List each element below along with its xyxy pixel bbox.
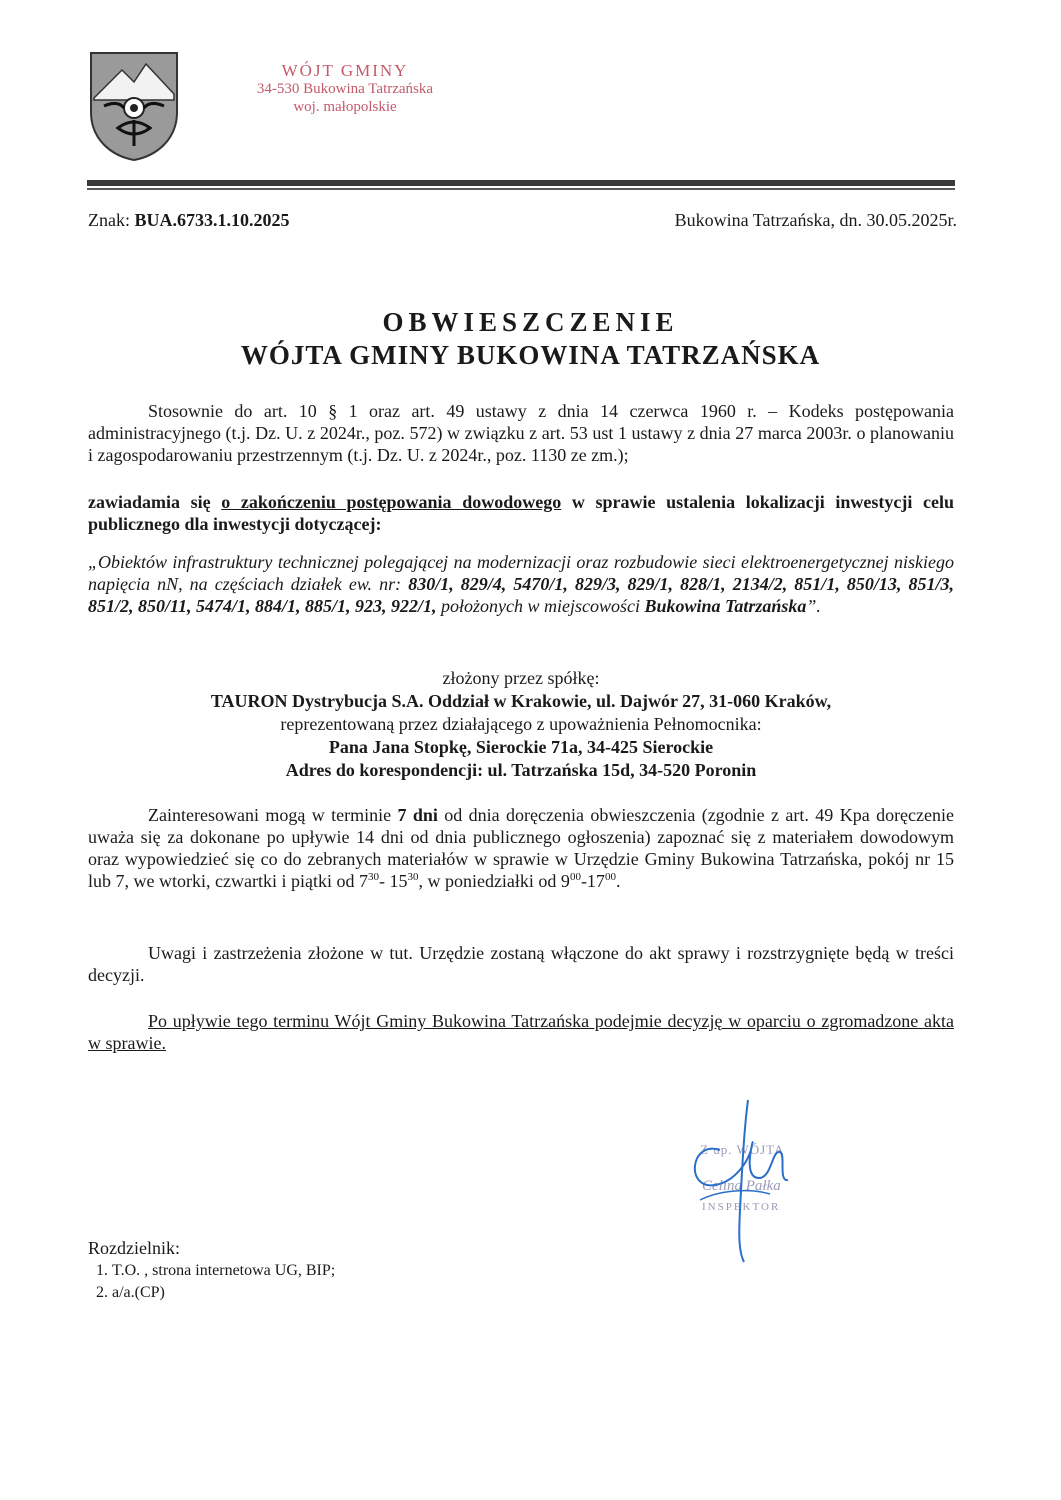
- distribution-item: 1. T.O. , strona internetowa UG, BIP;: [112, 1260, 335, 1282]
- remarks-paragraph: Uwagi i zastrzeżenia złożone w tut. Urzędzie zostaną włączone do akt sprawy i rozstrzygnięte będą w treści decyzji.: [88, 943, 954, 985]
- investment-text: „Obiektów infrastruktury technicznej polegającej na modernizacji oraz rozbudowie sieci elektroenergetycznej niskiego napięcia nN, na częściach działek ew. nr:: [88, 552, 954, 594]
- reference-value: BUA.6733.1.10.2025: [134, 210, 290, 230]
- place-date: Bukowina Tatrzańska, dn. 30.05.2025r.: [674, 210, 957, 230]
- time-sup: 00: [604, 871, 616, 883]
- time-sup: 30: [407, 871, 419, 883]
- notice-rest: w sprawie ustalenia lokalizacji inwestycji celu publicznego dla inwestycji dotyczącej:: [88, 492, 955, 534]
- correspondence-address: Adres do korespondencji: ul. Tatrzańska 15d, 34-520 Poronin: [285, 760, 757, 780]
- company-name: TAURON Dystrybucja S.A. Oddział w Krakowie, ul. Dajwór 27, 31-060 Kraków,: [210, 691, 832, 711]
- applicant-block: [88, 667, 954, 782]
- stamp-line-1: WÓJT GMINY: [281, 61, 409, 80]
- distribution-item: 2. a/a.(CP): [112, 1282, 335, 1304]
- signature-stamp-line-2: Celina Pałka: [702, 1178, 781, 1194]
- period: .: [615, 871, 621, 891]
- reference-number: [88, 210, 290, 231]
- office-stamp: [240, 62, 450, 116]
- deadline-text-cont: od dnia doręczenia obwieszczenia (zgodnie z art. 49 Kpa doręczenie uważa się za dokonane po upływie 14 dni od dnia publicznego ogłoszenia) zapoznać się z materiałem dowodowym oraz wypowiedzieć się co do zebranych materiałów w sprawie w Urzędzie Gminy Bukowina Tatrzańska, pokój nr 15 lub 7, we wtorki, czwartki i piątki od 7: [88, 805, 955, 891]
- notice-underlined: o zakończeniu postępowania dowodowego: [221, 492, 562, 512]
- proxy-name: Pana Jana Stopkę, Sierockie 71a, 34-425 Sierockie: [328, 737, 714, 757]
- notice-paragraph: [88, 491, 954, 535]
- coat-of-arms-icon: [88, 50, 180, 162]
- time-sep: -17: [580, 871, 605, 891]
- distribution-label: Rozdzielnik:: [88, 1238, 180, 1258]
- deadline-text: Zainteresowani mogą w terminie: [148, 805, 398, 825]
- time-sup: 30: [367, 871, 379, 883]
- closing-paragraph: [88, 1010, 954, 1054]
- distribution-list: [88, 1236, 335, 1304]
- document-subtitle: WÓJTA GMINY BUKOWINA TATRZAŃSKA: [240, 340, 821, 370]
- stamp-line-2: 34-530 Bukowina Tatrzańska: [256, 81, 434, 97]
- legal-basis-paragraph: Stosownie do art. 10 § 1 oraz art. 49 ustawy z dnia 14 czerwca 1960 r. – Kodeks postępowania administracyjnego (t.j. Dz. U. z 2024r., poz. 572) w związku z art. 53 ust 1 ustawy z dnia 27 marca 2003r. o planowaniu i zagospodarowaniu przestrzennym (t.j. Dz. U. z 2024r., poz. 1130 ze zm.);: [88, 401, 954, 465]
- submitted-by: złożony przez spółkę:: [442, 668, 600, 688]
- represented-by: reprezentowaną przez działającego z upoważnienia Pełnomocnika:: [280, 714, 762, 734]
- signature-stamp-line-3: INSPEKTOR: [702, 1201, 781, 1213]
- investment-place: Bukowina Tatrzańska: [644, 596, 807, 616]
- time-sep: - 15: [378, 871, 408, 891]
- review-deadline-paragraph: [88, 804, 954, 892]
- stamp-line-3: woj. małopolskie: [293, 99, 397, 115]
- investment-description: [88, 551, 954, 617]
- monday-text: , w poniedziałki od 9: [418, 871, 570, 891]
- header-rule-thin: [87, 188, 955, 190]
- reference-label: Znak:: [88, 210, 135, 230]
- closing-text: Po upływie tego terminu Wójt Gminy Bukowina Tatrzańska podejmie decyzję w oparciu o zgromadzone akta w sprawie.: [88, 1011, 954, 1053]
- signature-stamp-icon: [660, 1090, 820, 1270]
- header-rule: [87, 180, 955, 186]
- investment-end-quote: ”.: [806, 596, 821, 616]
- deadline-days: 7 dni: [397, 805, 438, 825]
- plot-numbers: 830/1, 829/4, 5470/1, 829/3, 829/1, 828/1, 2134/2, 851/1, 850/13, 851/3, 851/2, 850/11, 5474/1, 884/1, 885/1, 923, 922/1,: [88, 574, 954, 616]
- signature-stamp-line-1: Z up. WÓJTA: [700, 1142, 785, 1157]
- document-title: OBWIESZCZENIE: [382, 307, 679, 337]
- investment-location-text: położonych w miejscowości: [436, 596, 645, 616]
- notice-intro: zawiadamia się: [88, 492, 222, 512]
- time-sup: 00: [569, 871, 581, 883]
